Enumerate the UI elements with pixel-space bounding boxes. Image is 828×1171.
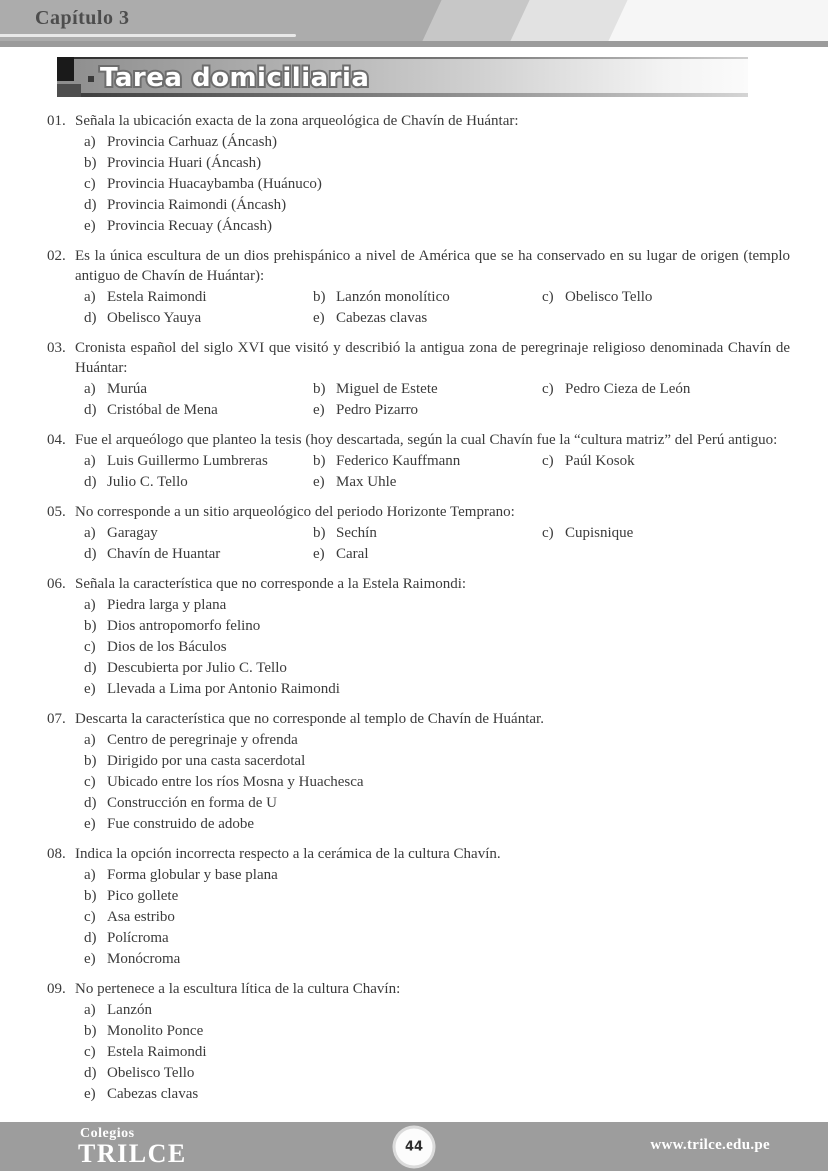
option (84, 195, 790, 216)
option-letter: c) (84, 639, 96, 655)
question-body (75, 574, 790, 700)
page-number-badge (396, 1128, 433, 1165)
option (542, 379, 790, 400)
option-text: Dios antropomorfo felino (107, 618, 261, 634)
question-text: Señala la característica que no corresponde a la Estela Raimondi: (75, 576, 467, 592)
option (84, 400, 313, 421)
option-text: Forma globular y base plana (107, 867, 278, 883)
question-block (47, 502, 790, 565)
option-text: Julio C. Tello (107, 474, 188, 490)
option-letter: d) (84, 474, 97, 490)
option-text: Descubierta por Julio C. Tello (107, 660, 287, 676)
option-text: Sechín (336, 525, 377, 541)
question-number: 07. (47, 711, 66, 727)
question-block (47, 430, 790, 493)
option-text: Caral (336, 546, 369, 562)
question-number: 01. (47, 113, 66, 129)
option-letter: a) (84, 867, 96, 883)
options (84, 865, 790, 970)
option-letter: c) (84, 909, 96, 925)
option-text: Asa estribo (107, 909, 175, 925)
question-block (47, 979, 790, 1105)
option-letter: a) (84, 597, 96, 613)
header-bottom-strip (0, 41, 828, 47)
option-text: Obelisco Yauya (107, 310, 202, 326)
option-text: Piedra larga y plana (107, 597, 227, 613)
option-text: Centro de peregrinaje y ofrenda (107, 732, 298, 748)
option-text: Monolito Ponce (107, 1023, 204, 1039)
option-letter: c) (84, 176, 96, 192)
options (84, 1000, 790, 1105)
option (84, 865, 790, 886)
options (84, 523, 790, 565)
option (84, 751, 790, 772)
option-letter: d) (84, 930, 97, 946)
option (313, 308, 542, 329)
option-text: Ubicado entre los ríos Mosna y Huachesca (107, 774, 364, 790)
option-letter: a) (84, 381, 96, 397)
option-letter: e) (84, 951, 96, 967)
option (84, 793, 790, 814)
option-letter: b) (313, 453, 326, 469)
options (84, 730, 790, 835)
option (84, 1063, 790, 1084)
option-letter: a) (84, 1002, 96, 1018)
question-body (75, 430, 790, 493)
question-body (75, 338, 790, 421)
option-letter: d) (84, 402, 97, 418)
option-text: Lanzón monolítico (336, 289, 450, 305)
option-letter: e) (84, 1086, 96, 1102)
option (84, 886, 790, 907)
option (84, 637, 790, 658)
option (84, 658, 790, 679)
option-text: Federico Kauffmann (336, 453, 461, 469)
option-letter: b) (84, 1023, 97, 1039)
question-body (75, 246, 790, 329)
option-letter: e) (84, 218, 96, 234)
option (84, 216, 790, 237)
option-text: Polícroma (107, 930, 169, 946)
option-text: Dios de los Báculos (107, 639, 227, 655)
options (84, 451, 790, 493)
option-text: Dirigido por una casta sacerdotal (107, 753, 306, 769)
option-text: Provincia Huari (Áncash) (107, 155, 262, 171)
option (313, 523, 542, 544)
option-letter: e) (313, 546, 325, 562)
option-text: Estela Raimondi (107, 289, 207, 305)
option-text: Pedro Pizarro (336, 402, 419, 418)
trilce-logo (80, 1126, 187, 1166)
option-text: Miguel de Estete (336, 381, 438, 397)
question-text: Descarta la característica que no corresponde al templo de Chavín de Huántar. (75, 711, 544, 727)
option-text: Provincia Carhuaz (Áncash) (107, 134, 277, 150)
option-letter: a) (84, 525, 96, 541)
option-letter: d) (84, 795, 97, 811)
option (313, 287, 542, 308)
option-letter: b) (84, 753, 97, 769)
option-letter: c) (542, 381, 554, 397)
logo-trilce-text: TRILCE (78, 1139, 187, 1168)
question-block (47, 338, 790, 421)
options (84, 379, 790, 421)
option-letter: e) (313, 310, 325, 326)
question-text: No pertenece a la escultura lítica de la cultura Chavín: (75, 981, 401, 997)
option-text: Estela Raimondi (107, 1044, 207, 1060)
option-text: Chavín de Huantar (107, 546, 221, 562)
option (313, 544, 542, 565)
option (542, 451, 790, 472)
option-letter: b) (84, 155, 97, 171)
option-text: Pedro Cieza de León (565, 381, 691, 397)
option-text: Provincia Recuay (Áncash) (107, 218, 272, 234)
option (84, 595, 790, 616)
question-text: Señala la ubicación exacta de la zona arqueológica de Chavín de Huántar: (75, 113, 519, 129)
page-footer (0, 1122, 828, 1171)
chapter-title: Capítulo 3 (35, 7, 130, 29)
option-text: Murúa (107, 381, 147, 397)
question-number: 03. (47, 340, 66, 356)
question-body (75, 502, 790, 565)
option-letter: c) (542, 525, 554, 541)
option-letter: d) (84, 310, 97, 326)
website-url: www.trilce.edu.pe (650, 1137, 770, 1153)
option (313, 451, 542, 472)
option (84, 132, 790, 153)
option-text: Max Uhle (336, 474, 397, 490)
option (84, 616, 790, 637)
option (84, 1084, 790, 1105)
option-letter: d) (84, 197, 97, 213)
section-banner (57, 57, 748, 97)
option (542, 287, 790, 308)
option-letter: e) (313, 474, 325, 490)
option-text: Provincia Raimondi (Áncash) (107, 197, 287, 213)
option-letter: d) (84, 660, 97, 676)
question-text: No corresponde a un sitio arqueológico del periodo Horizonte Temprano: (75, 504, 515, 520)
question-number: 05. (47, 504, 66, 520)
question-body (75, 111, 790, 237)
option (313, 379, 542, 400)
option-letter: c) (84, 774, 96, 790)
option-letter: c) (542, 453, 554, 469)
option-letter: c) (84, 1044, 96, 1060)
option-letter: a) (84, 134, 96, 150)
option-text: Paúl Kosok (565, 453, 635, 469)
question-body (75, 979, 790, 1105)
questions-area (47, 111, 790, 1114)
question-text: Cronista español del siglo XVI que visitó y describió la antigua zona de peregrinaje religioso denominada Chavín de Huántar: (75, 340, 790, 376)
option-letter: d) (84, 1065, 97, 1081)
option-letter: b) (84, 618, 97, 634)
options (84, 132, 790, 237)
question-text: Fue el arqueólogo que planteo la tesis (hoy descartada, según la cual Chavín fue la “cultura matriz” del Perú antiguo: (75, 432, 778, 448)
option (84, 928, 790, 949)
question-block (47, 246, 790, 329)
chapter-underline (0, 34, 296, 37)
question-block (47, 709, 790, 835)
option (313, 400, 542, 421)
option-letter: c) (542, 289, 554, 305)
option-letter: d) (84, 546, 97, 562)
option-text: Fue construido de adobe (107, 816, 255, 832)
option-letter: a) (84, 453, 96, 469)
page-number: 44 (404, 1139, 424, 1154)
option-text: Obelisco Tello (565, 289, 653, 305)
option-text: Cabezas clavas (107, 1086, 199, 1102)
option (84, 174, 790, 195)
option (84, 153, 790, 174)
option (84, 772, 790, 793)
option (84, 1000, 790, 1021)
option-letter: e) (313, 402, 325, 418)
question-body (75, 709, 790, 835)
question-number: 06. (47, 576, 66, 592)
option-text: Lanzón (107, 1002, 152, 1018)
question-text: Es la única escultura de un dios prehispánico a nivel de América que se ha conservado en su lugar de origen (templo antiguo de Chavín de Huántar): (75, 248, 790, 284)
section-title: Tarea domiciliaria (100, 63, 370, 93)
option (84, 472, 313, 493)
chapter-header (0, 0, 828, 47)
option (84, 544, 313, 565)
option (84, 1042, 790, 1063)
logo-colegios-text: Colegios (80, 1126, 135, 1141)
option-text: Obelisco Tello (107, 1065, 195, 1081)
option-text: Cristóbal de Mena (107, 402, 218, 418)
option-letter: a) (84, 289, 96, 305)
option (84, 451, 313, 472)
option (84, 907, 790, 928)
question-block (47, 574, 790, 700)
option-letter: e) (84, 816, 96, 832)
option-text: Construcción en forma de U (107, 795, 277, 811)
option-text: Provincia Huacaybamba (Huánuco) (107, 176, 322, 192)
option-text: Monócroma (107, 951, 181, 967)
option-letter: b) (313, 289, 326, 305)
question-body (75, 844, 790, 970)
option (84, 308, 313, 329)
question-block (47, 111, 790, 237)
option (84, 1021, 790, 1042)
option-letter: b) (313, 381, 326, 397)
header-diagonal-shape-3 (606, 0, 828, 47)
option-text: Garagay (107, 525, 158, 541)
option (84, 949, 790, 970)
question-number: 09. (47, 981, 66, 997)
option (313, 472, 542, 493)
option-text: Pico gollete (107, 888, 179, 904)
question-number: 08. (47, 846, 66, 862)
option-letter: b) (84, 888, 97, 904)
option-letter: e) (84, 681, 96, 697)
option-text: Cupisnique (565, 525, 634, 541)
option (542, 523, 790, 544)
option-letter: a) (84, 732, 96, 748)
option (84, 730, 790, 751)
options (84, 595, 790, 700)
option (84, 814, 790, 835)
question-number: 04. (47, 432, 66, 448)
question-block (47, 844, 790, 970)
option-text: Llevada a Lima por Antonio Raimondi (107, 681, 340, 697)
options (84, 287, 790, 329)
banner-title-graphic (57, 57, 748, 97)
option-text: Cabezas clavas (336, 310, 428, 326)
option-text: Luis Guillermo Lumbreras (107, 453, 268, 469)
option-letter: b) (313, 525, 326, 541)
question-number: 02. (47, 248, 66, 264)
question-text: Indica la opción incorrecta respecto a la cerámica de la cultura Chavín. (75, 846, 501, 862)
option (84, 379, 313, 400)
option (84, 523, 313, 544)
option (84, 287, 313, 308)
option (84, 679, 790, 700)
